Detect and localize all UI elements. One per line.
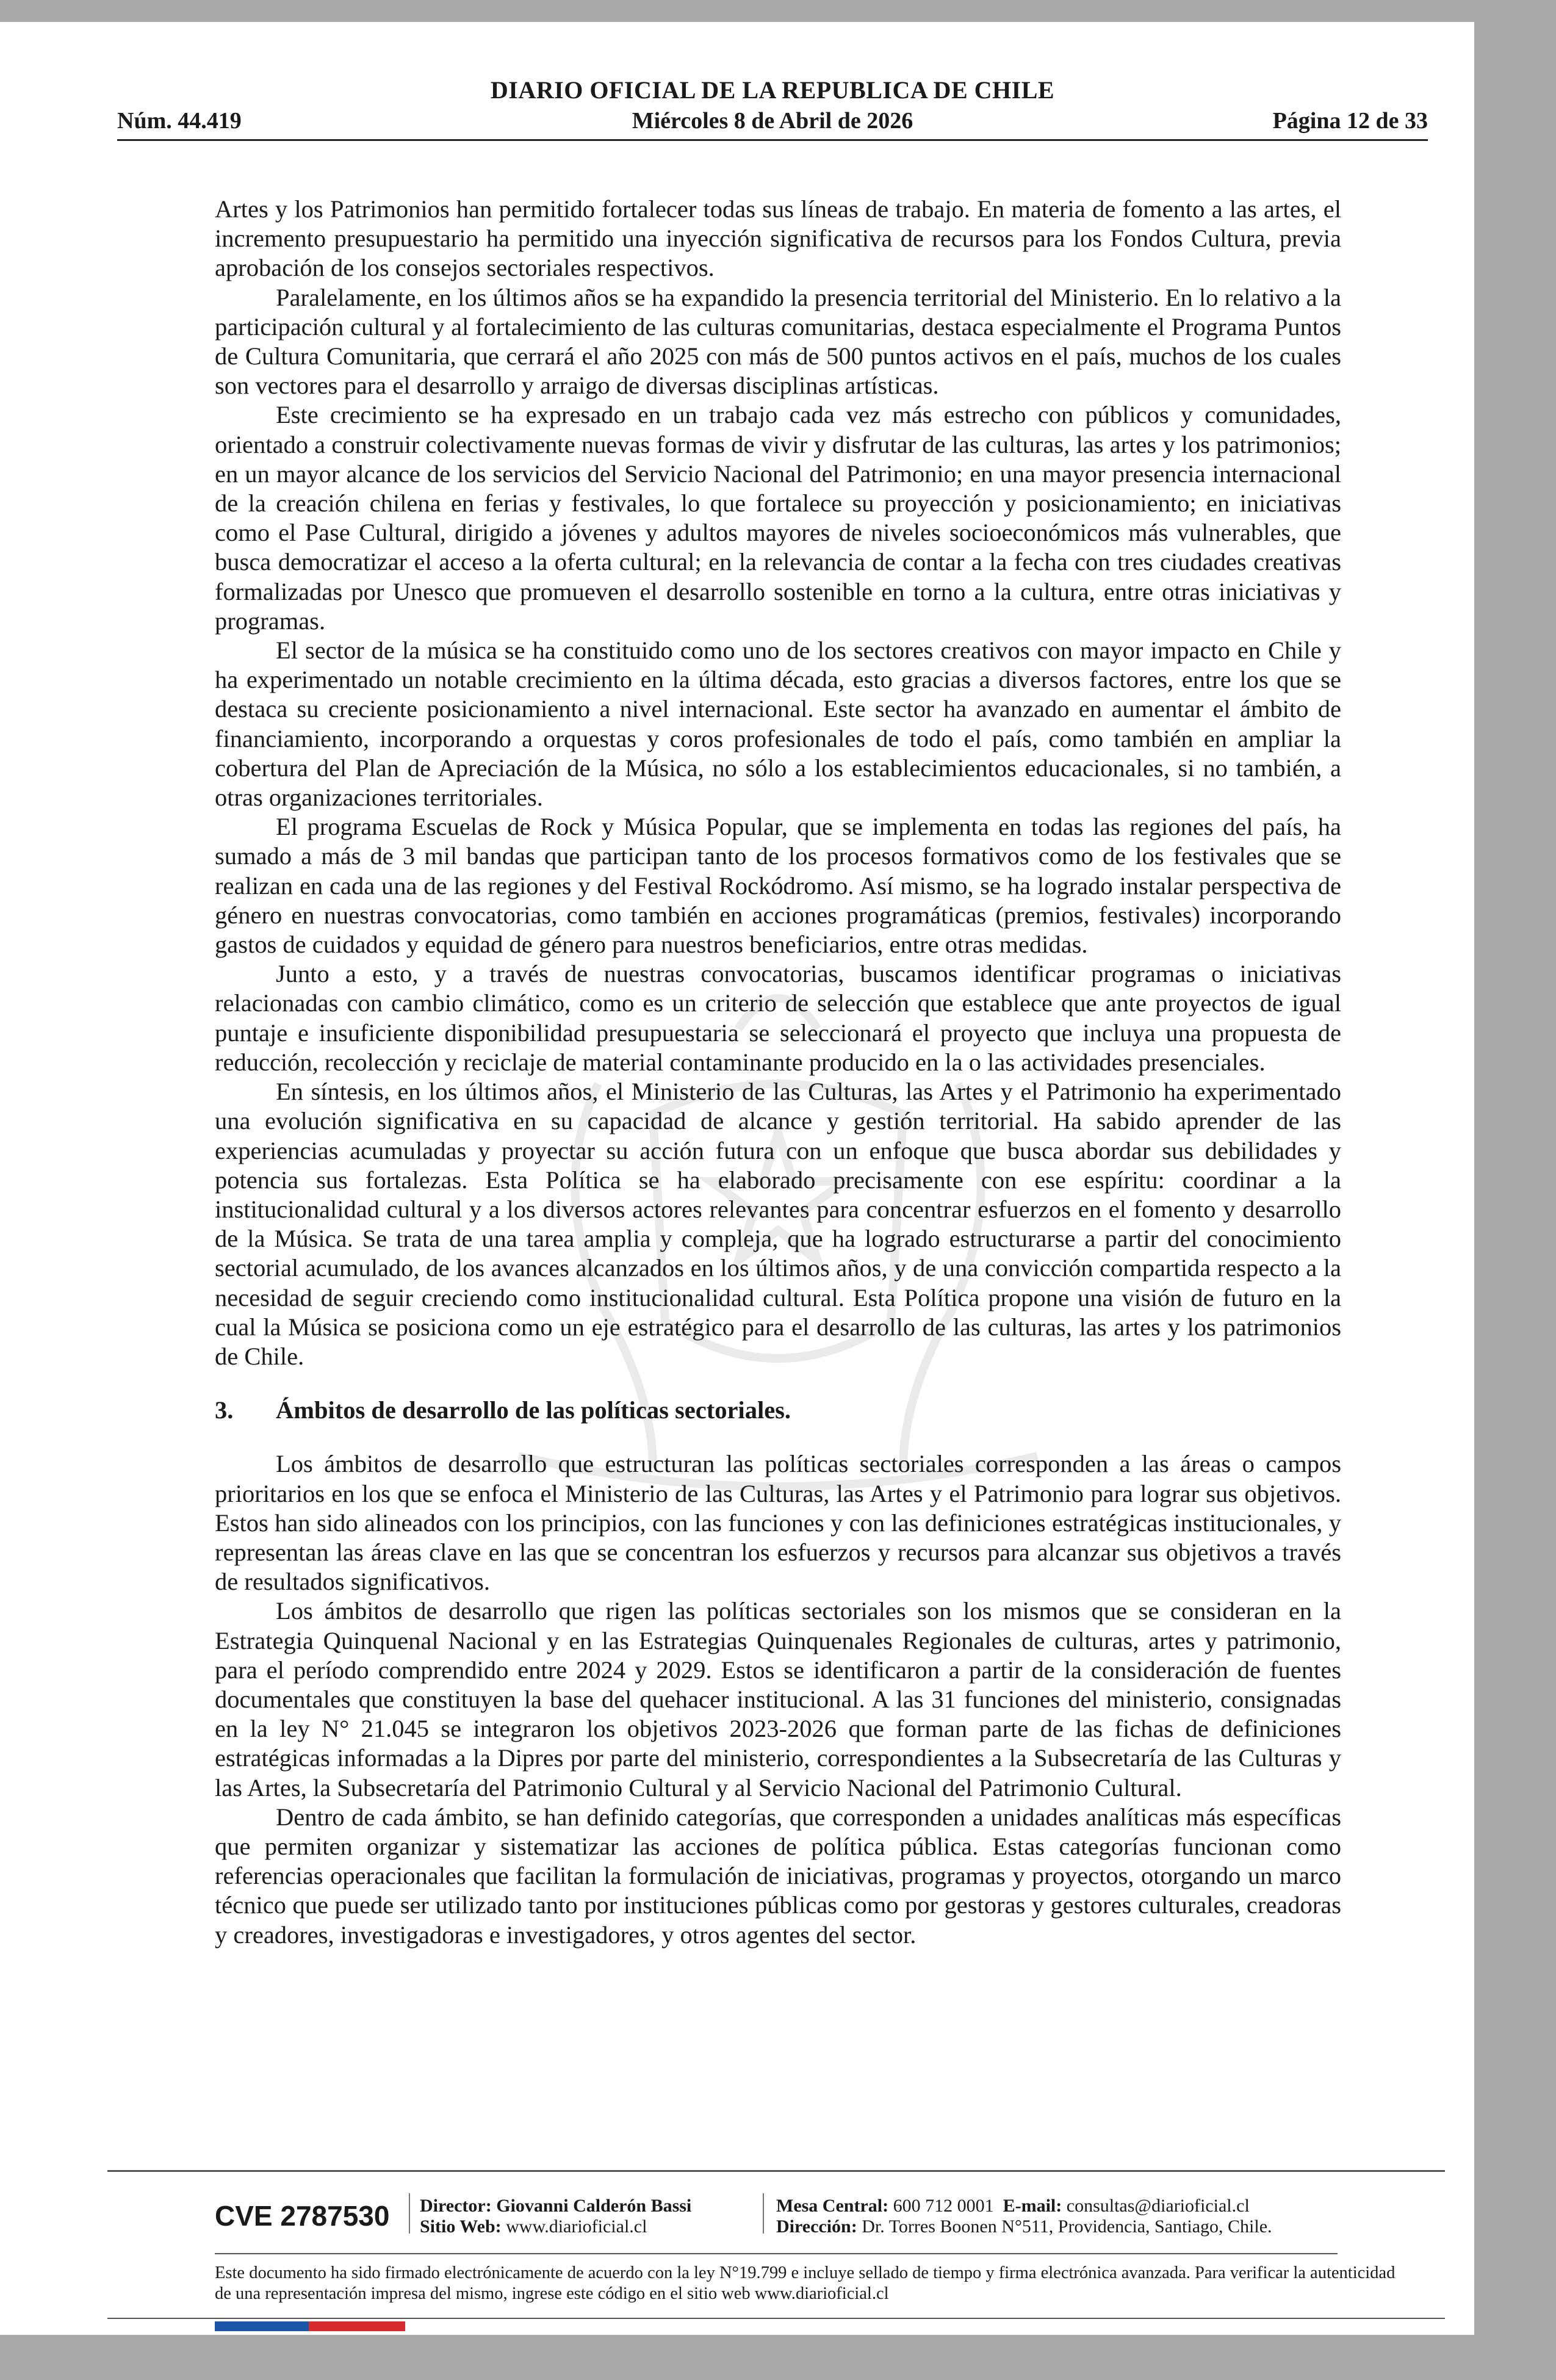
address-label: Dirección: — [776, 2216, 857, 2237]
paragraph: Artes y los Patrimonios han permitido fortalecer todas sus líneas de trabajo. En materia de fomento a las artes, el incremento presupuestario ha permitido una inyección significativa de recursos para los Fondos Cultura, previa aprobación de los consejos sectoriales respectivos. — [215, 195, 1341, 282]
section-title: Ámbitos de desarrollo de las políticas sectoriales. — [276, 1396, 791, 1424]
web-link[interactable]: www.diarioficial.cl — [506, 2216, 647, 2237]
footer-contact-block — [776, 2196, 1272, 2237]
footer-separator — [409, 2193, 410, 2234]
footer-divider — [107, 2318, 1445, 2319]
cve-code: CVE 2787530 — [215, 2200, 390, 2232]
section-number: 3. — [215, 1396, 234, 1424]
director-name: Giovanni Calderón Bassi — [496, 2196, 692, 2216]
paragraph: Los ámbitos de desarrollo que estructuran las políticas sectoriales corresponden a las áreas o campos prioritarios en los que se enfoca el Ministerio de las Culturas, las Artes y el Patrimonio para lograr sus objetivos. Estos han sido alineados con los principios, con las funciones y con las definiciones estratégicas institucionales, y representan las áreas clave en las que se concentran los esfuerzos y recursos para alcanzar sus objetivos a través de resultados significativos. — [215, 1450, 1341, 1596]
address-value: Dr. Torres Boonen N°511, Providencia, Santiago, Chile. — [862, 2216, 1272, 2237]
legal-notice: Este documento ha sido firmado electrónicamente de acuerdo con la ley N°19.799 e incluye sellado de tiempo y firma electrónica avanzada. Para verificar la autenticidad de una representación impresa del mismo, ingrese este código en el sitio web www.diarioficial.cl — [215, 2263, 1396, 2303]
paragraph: El programa Escuelas de Rock y Música Popular, que se implementa en todas las regiones del país, ha sumado a más de 3 mil bandas que participan tanto de los procesos formativos como de los festivales que se realizan en cada una de las regiones y del Festival Rockódromo. Así mismo, se ha logrado instalar perspectiva de género en nuestras convocatorias, como también en acciones programáticas (premios, festivales) incorporando gastos de cuidados y equidad de género para nuestros beneficiarios, entre otras medidas. — [215, 813, 1341, 959]
publication-title: DIARIO OFICIAL DE LA REPUBLICA DE CHILE — [490, 76, 1055, 104]
director-label: Director: — [420, 2196, 492, 2216]
footer-divider — [107, 2170, 1445, 2172]
header-divider — [117, 139, 1428, 141]
issue-date: Miércoles 8 de Abril de 2026 — [632, 108, 913, 134]
paragraph: Dentro de cada ámbito, se han definido categorías, que corresponden a unidades analíticas más específicas que permiten organizar y sistematizar las acciones de política pública. Estas categorías funcionan como referencias operacionales que facilitan la formulación de iniciativas, programas y proyectos, otorgando un marco técnico que puede ser utilizado tanto por instituciones públicas como por gestoras y gestores culturales, creadoras y creadores, investigadoras e investigadores, y otros agentes del sector. — [215, 1803, 1341, 1949]
phone-value: 600 712 0001 — [893, 2196, 994, 2216]
page-number: Página 12 de 33 — [1272, 108, 1428, 134]
paragraph: Los ámbitos de desarrollo que rigen las políticas sectoriales son los mismos que se consideran en la Estrategia Quinquenal Nacional y en las Estrategias Quinquenales Regionales de culturas, artes y patrimonio, para el período comprendido entre 2024 y 2029. Estos se identificaron a partir de la consideración de fuentes documentales que constituyen la base del quehacer institucional. A las 31 funciones del ministerio, consignadas en la ley N° 21.045 se integraron los objetivos 2023-2026 que forman parte de las fichas de definiciones estratégicas informadas a la Dipres por parte del ministerio, correspondientes a la Subsecretaría de las Culturas y las Artes, la Subsecretaría del Patrimonio Cultural y al Servicio Nacional del Patrimonio Cultural. — [215, 1597, 1341, 1801]
footer-separator — [763, 2193, 764, 2234]
footer-director-block — [420, 2196, 691, 2237]
paragraph: El sector de la música se ha constituido como uno de los sectores creativos con mayor impacto en Chile y ha experimentado un notable crecimiento en la última década, esto gracias a diversos factores, entre los que se destaca su creciente posicionamiento a nivel internacional. Este sector ha avanzado en aumentar el ámbito de financiamiento, incorporando a orquestas y coros profesionales de todo el país, como también en ampliar la cobertura del Plan de Apreciación de la Música, no sólo a los establecimientos educacionales, si no también, a otras organizaciones territoriales. — [215, 636, 1341, 812]
footer-divider — [215, 2253, 1338, 2254]
email-link[interactable]: consultas@diarioficial.cl — [1066, 2196, 1250, 2216]
email-label: E-mail: — [1003, 2196, 1062, 2216]
flag-red-band — [309, 2321, 405, 2331]
web-label: Sitio Web: — [420, 2216, 502, 2237]
paragraph: En síntesis, en los últimos años, el Ministerio de las Culturas, las Artes y el Patrimonio ha experimentado una evolución significativa en su capacidad de alcance y gestión territorial. Ha sabido aprender de las experiencias acumuladas y proyectar su acción futura con un enfoque que busca abordar sus debilidades y potencia sus fortalezas. Esta Política se ha elaborado precisamente con ese espíritu: coordinar a la institucionalidad cultural y a los diversos actores relevantes para concentrar esfuerzos en el fomento y desarrollo de la Música. Se trata de una tarea amplia y compleja, que ha logrado estructurarse a partir del conocimiento sectorial acumulado, de los avances alcanzados en los últimos años, y de una convicción compartida respecto a la necesidad de seguir creciendo como institucionalidad cultural. Esta Política propone una visión de futuro en la cual la Música se posiciona como un eje estratégico para el desarrollo de las culturas, las artes y los patrimonios de Chile. — [215, 1078, 1341, 1370]
page-footer — [107, 2170, 1445, 2310]
paragraph: Junto a esto, y a través de nuestras convocatorias, buscamos identificar programas o iniciativas relacionadas con cambio climático, como es un criterio de selección que establece que ante proyectos de igual puntaje e insuficiente disponibilidad presupuestaria se seleccionará el proyecto que incluya una propuesta de reducción, recolección y reciclaje de material contaminante producido en la o las actividades presenciales. — [215, 960, 1341, 1076]
page-header — [117, 76, 1428, 161]
paragraph: Paralelamente, en los últimos años se ha expandido la presencia territorial del Ministerio. En lo relativo a la participación cultural y al fortalecimiento de las culturas comunitarias, destaca especialmente el Programa Puntos de Cultura Comunitaria, que cerrará el año 2025 con más de 500 puntos activos en el país, muchos de los cuales son vectores para el desarrollo y arraigo de diversas disciplinas artísticas. — [215, 283, 1341, 400]
phone-label: Mesa Central: — [776, 2196, 889, 2216]
flag-blue-band — [215, 2321, 309, 2331]
flag-stripe — [215, 2321, 405, 2331]
paragraph: Este crecimiento se ha expresado en un trabajo cada vez más estrecho con públicos y comunidades, orientado a construir colectivamente nuevas formas de vivir y disfrutar de las culturas, las artes y los patrimonios; en un mayor alcance de los servicios del Servicio Nacional del Patrimonio; en una mayor presencia internacional de la creación chilena en ferias y festivales, lo que fortalece su proyección y posicionamiento; en iniciativas como el Pase Cultural, dirigido a jóvenes y adultos mayores de niveles socioeconómicos más vulnerables, que busca democratizar el acceso a la oferta cultural; en la relevancia de contar a la fecha con tres ciudades creativas formalizadas por Unesco que promueven el desarrollo sostenible en torno a la cultura, entre otras iniciativas y programas. — [215, 401, 1341, 635]
document-page — [0, 22, 1474, 2335]
issue-number: Núm. 44.419 — [117, 108, 242, 134]
document-body — [215, 195, 1341, 1950]
section-heading — [215, 1396, 1341, 1425]
